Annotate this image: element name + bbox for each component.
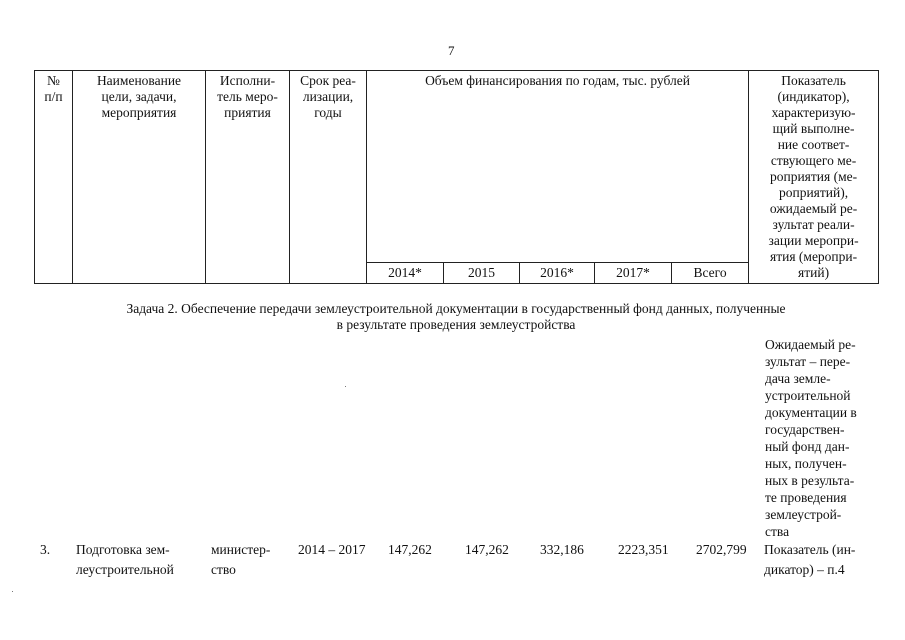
scan-speck	[345, 386, 346, 387]
scan-speck	[12, 591, 13, 592]
header-year-2017: 2017*	[595, 263, 672, 284]
row-funding-2017: 2223,351	[618, 542, 669, 557]
header-table	[34, 70, 879, 284]
row-number: 3.	[40, 542, 51, 557]
header-funding: Объем финансирования по годам, тыс. рублей	[367, 71, 749, 263]
row-funding-2016: 332,186	[540, 542, 584, 557]
header-name: Наименование цели, задачи, мероприятия	[73, 71, 206, 284]
expected-result: Ожидаемый ре- зультат – пере- дача земле- устроительной документации в государствен- ный фонд дан- ных, получен- ных в результа- те проведения землеустрой- ства	[765, 337, 857, 539]
header-num: № п/п	[35, 71, 73, 284]
task-heading	[40, 301, 872, 333]
header-year-2014: 2014*	[367, 263, 444, 284]
header-indicator: Показатель (индикатор), характеризую- щий выполне- ние соответ- ствующего ме- роприятия (ме- роприятий), ожидаемый ре- зультат реали- зации меропри- ятия (меропри- ятий)	[749, 71, 879, 284]
row-indicator: Показатель (ин- дикатор) – п.4	[764, 542, 856, 577]
row-funding-total: 2702,799	[696, 542, 747, 557]
row-funding-2015: 147,262	[465, 542, 509, 557]
header-year-2016: 2016*	[520, 263, 595, 284]
table-row	[0, 540, 905, 600]
header-period: Срок реа- лизации, годы	[290, 71, 367, 284]
row-executor: министер- ство	[211, 542, 271, 577]
header-total: Всего	[672, 263, 749, 284]
row-funding-2014: 147,262	[388, 542, 432, 557]
row-name: Подготовка зем- леустроительной	[76, 542, 174, 577]
row-period: 2014 – 2017	[298, 542, 366, 557]
task-heading-line1: Задача 2. Обеспечение передачи землеустроительной документации в государственный фонд данных, полученные	[126, 301, 786, 316]
task-heading-line2: в результате проведения землеустройства	[336, 317, 576, 332]
header-year-2015: 2015	[444, 263, 520, 284]
page-number: 7	[448, 43, 455, 58]
header-executor: Исполни- тель меро- приятия	[206, 71, 290, 284]
